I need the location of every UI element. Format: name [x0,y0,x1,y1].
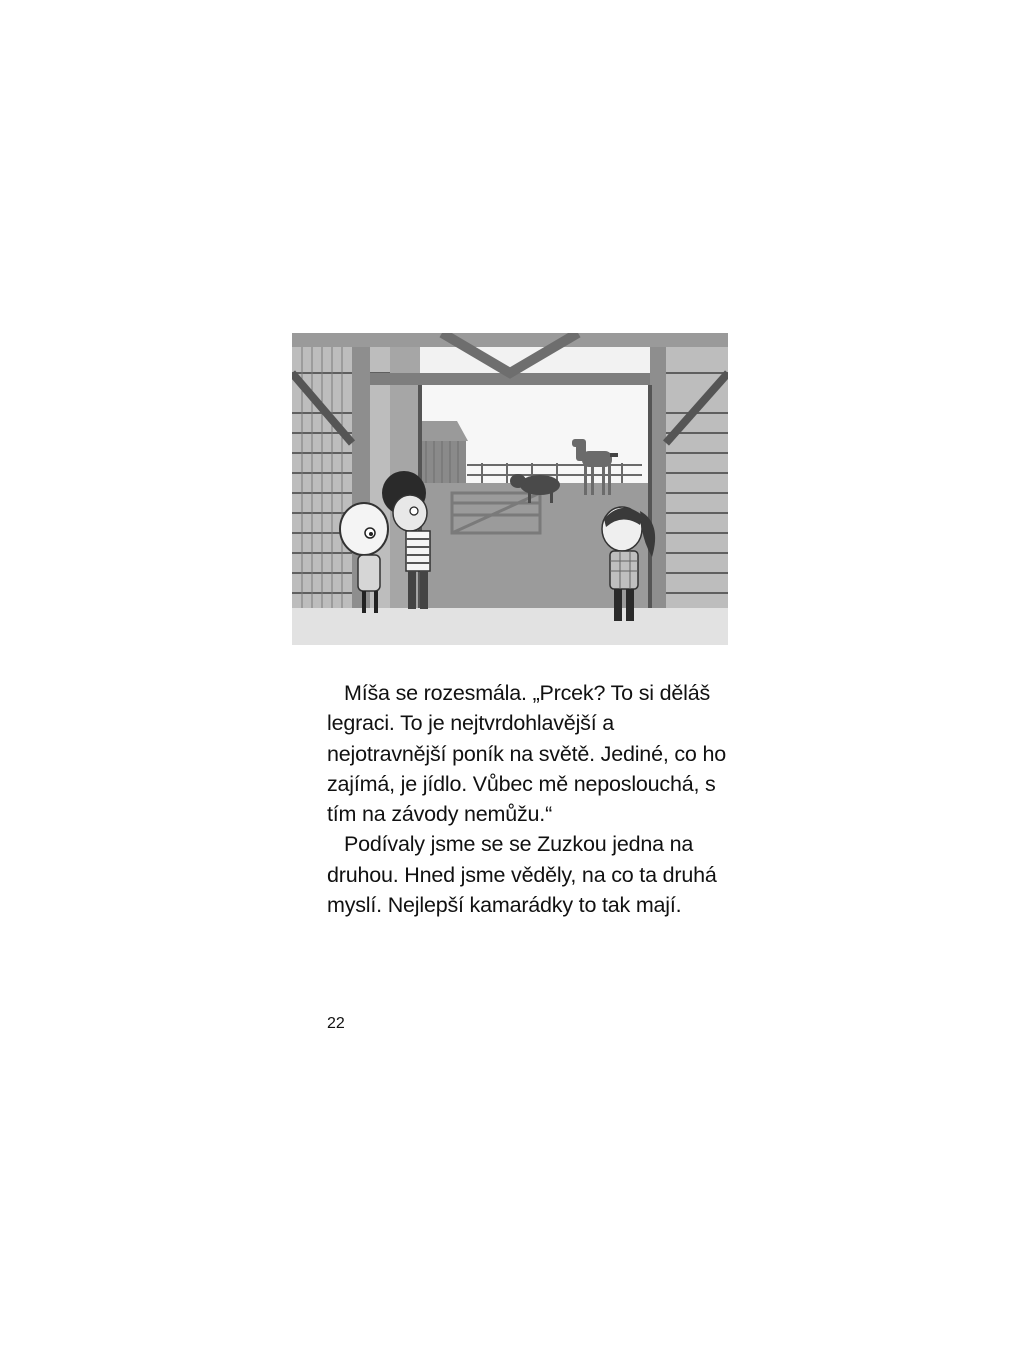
paragraph-1: Míša se rozesmála. „Prcek? To si děláš legraci. To je nejtvrdohlavější a nejotravnější poník na světě. Jediné, co ho zajímá, je jídlo. Vůbec mě neposlouchá, s tím na závody nemůžu.“ [327,681,726,827]
distant-barn [420,421,468,491]
right-barn-wall [650,333,728,608]
barn-illustration [292,333,728,645]
page-number: 22 [327,1015,345,1032]
story-text [327,678,727,920]
paragraph-2: Podívaly jsme se se Zuzkou jedna na druhou. Hned jsme věděly, na co ta druhá myslí. Nejlepší kamarádky to tak mají. [327,832,717,918]
